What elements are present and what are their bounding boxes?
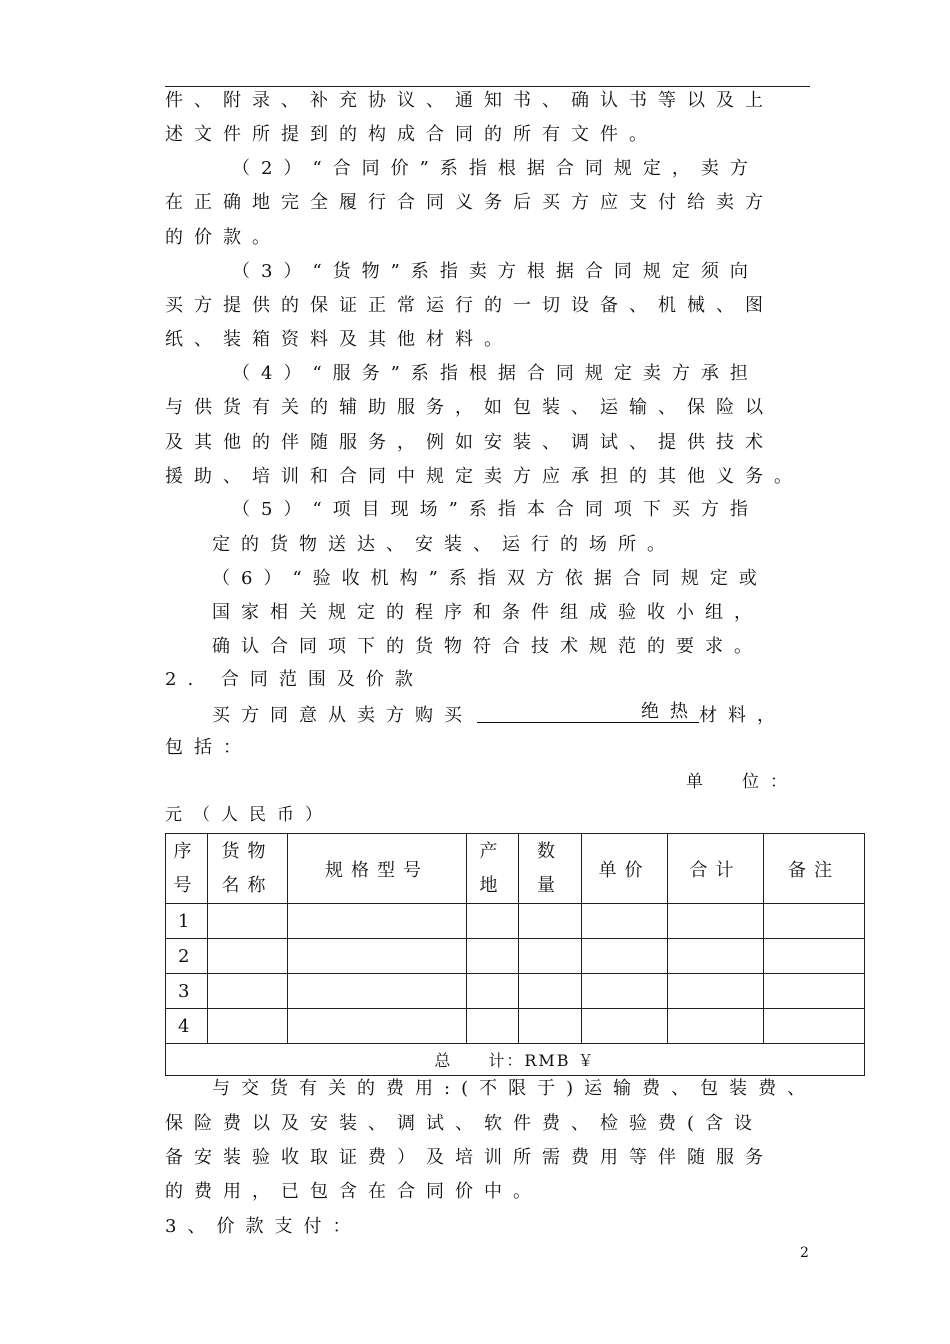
purchase-item: 绝热 [641, 701, 699, 722]
paragraph-line-14: 定的货物送达、安装、运行的场所。 [212, 534, 676, 555]
paragraph-line-4: 在正确地完全履行合同义务后买方应支付给卖方 [165, 192, 774, 213]
header-remarks: 备注 [764, 834, 865, 904]
paragraph-line-12: 援助、培训和合同中规定卖方应承担的其他义务。 [165, 466, 803, 487]
table-total-row [166, 1044, 865, 1076]
header-unit-price: 单价 [582, 834, 668, 904]
paragraph-line-7: 买方提供的保证正常运行的一切设备、机械、图 [165, 295, 774, 316]
paragraph-line-2: 述文件所提到的构成合同的所有文件。 [165, 124, 658, 145]
paragraph-line-6: （3）“货物”系指卖方根据合同规定须向 [232, 261, 759, 282]
table-row [166, 1009, 865, 1044]
table-row [166, 904, 865, 939]
row-seq: 2 [166, 939, 208, 974]
paragraph-line-15: （6）“验收机构”系指双方依据合同规定或 [212, 568, 768, 589]
fees-line-3: 备安装验收取证费）及培训所需费用等伴随服务 [165, 1147, 774, 1168]
paragraph-line-16: 国家相关规定的程序和条件组成验收小组， [212, 602, 763, 623]
purchase-prefix: 买方同意从卖方购买 [212, 705, 473, 726]
section-2-heading: 2. 合同范围及价款 [165, 669, 424, 690]
fees-line-2: 保险费以及安装、调试、软件费、检验费(含设 [165, 1113, 764, 1134]
fees-line-4: 的费用，已包含在合同价中。 [165, 1181, 542, 1202]
table-header-row [166, 834, 865, 904]
paragraph-line-17: 确认合同项下的货物符合技术规范的要求。 [212, 636, 763, 657]
purchase-line [212, 702, 786, 728]
paragraph-line-13: （5）“项目现场”系指本合同项下买方指 [232, 499, 759, 520]
unit-value: 元（人民币） [165, 805, 333, 825]
header-seq: 序 号 [166, 834, 208, 904]
total-cell: 总 计：RMB ￥ [166, 1044, 865, 1076]
header-spec: 规格型号 [288, 834, 467, 904]
paragraph-line-8: 纸、装箱资料及其他材料。 [165, 329, 513, 350]
goods-table [165, 833, 865, 1076]
header-rule [165, 86, 810, 87]
header-goods-name: 货物 名称 [208, 834, 288, 904]
table-row [166, 974, 865, 1009]
row-seq: 1 [166, 904, 208, 939]
paragraph-line-1: 件、附录、补充协议、通知书、确认书等以及上 [165, 90, 774, 111]
header-subtotal: 合计 [668, 834, 764, 904]
unit-label: 单 位： [686, 772, 798, 792]
purchase-suffix: 材料， [699, 705, 786, 726]
header-quantity: 数 量 [519, 834, 582, 904]
paragraph-line-3: （2）“合同价”系指根据合同规定，卖方 [232, 158, 759, 179]
row-seq: 4 [166, 1009, 208, 1044]
paragraph-line-11: 及其他的伴随服务，例如安装、调试、提供技术 [165, 432, 774, 453]
include-label: 包括： [165, 737, 252, 758]
section-3-heading: 3、价款支付： [165, 1216, 362, 1237]
page-number: 2 [800, 1245, 809, 1261]
paragraph-line-10: 与供货有关的辅助服务，如包装、运输、保险以 [165, 397, 774, 418]
table-row [166, 939, 865, 974]
header-origin: 产 地 [467, 834, 519, 904]
paragraph-line-9: （4）“服务”系指根据合同规定卖方承担 [232, 363, 759, 384]
purchase-item-blank [477, 702, 699, 723]
row-seq: 3 [166, 974, 208, 1009]
paragraph-line-5: 的价款。 [165, 227, 281, 248]
fees-line-1: 与交货有关的费用:(不限于)运输费、包装费、 [212, 1078, 817, 1099]
